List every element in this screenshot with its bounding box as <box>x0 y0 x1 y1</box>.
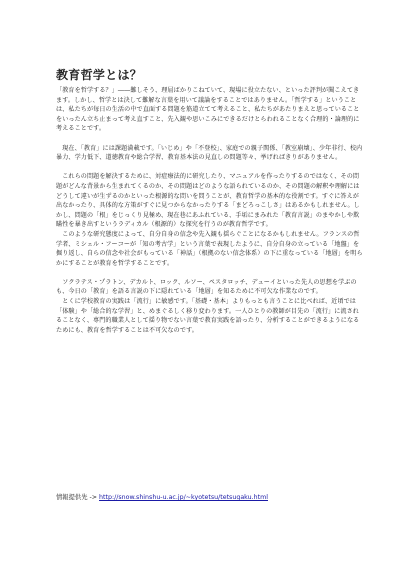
paragraph-4: このような研究態度によって、自分自身の信念や先入観も揺らぐことになるかもしれません。フランスの哲学者、ミシェル・フーコーが「知の考古学」という言葉で表現したように、自分自身の立っている「地盤」を掘り返し、自らの信念や社会がもっている「神話」（根拠のない信念体系）の下に重なっている「地層」を明らかにすることが教育を哲学することです。 <box>56 230 363 267</box>
paragraph-5: ソクラテス・プラトン、デカルト、ロック、ルソー、ペスタロッチ、デューイといった先人の思想を学ぶのも、今日の「教育」を語る言説の下に隠れている「地層」を知るために不可欠な作業なのです。 <box>56 278 357 296</box>
article-body <box>56 86 364 345</box>
paragraph-1: 「教育を哲学する？」――難しそう、理屈ばかりこねていて、現場に役立たない、といった評判が聞こえてきます。しかし、哲学とは決して難解な言葉を用いて議論をすることではありません。「哲学する」ということは、私たちが毎日の生活の中で直面する問題を筋道立てて考えること、私たちがあたりまえと思っていることをいったん立ち止まって考え直すこと、先入観や思いこみにできるだけとらわれることなく合理的・論理的に考えることです。 <box>56 87 360 133</box>
page-title: 教育哲学とは？ <box>56 68 143 82</box>
source-line <box>56 493 268 502</box>
paragraph-6: とくに学校教育の実践は「流行」に敏感です。「基礎・基本」よりもっとも言うことに比べれば、近頃では「体験」や「総合的な学習」と、めまぐるしく移り変わります。一人ひとりの教師が目先の「流行」に流されることなく、専門的職業人として揺り物でない言葉で教育実践を語ったり、分析することができるようになるためにも、教育を哲学することは不可欠なのです。 <box>56 298 360 334</box>
paragraph-2: 現在、「教育」には課題満載です。「いじめ」や「不登校」、家庭での親子関係、「教室崩壊」、少年非行、校内暴力、学力低下、道徳教育や総合学習、教育基本法の見直しの問題等々、挙げればきりがありません。 <box>56 144 363 162</box>
source-link[interactable]: http://snow.shinshu-u.ac.jp/~kyotetsu/tetsugaku.html <box>99 494 268 501</box>
source-label: 情報提供先 -> <box>56 494 100 501</box>
paragraph-3: これらの問題を解決するために、対症療法的に研究したり、マニュアルを作ったりするのではなく、その問題がどんな背景から生まれてくるのか、その問題はどのような語られているのか、その問題の解釈や理解にはどうして違いが生ずるのかといった根源的な問いを問うことが、教育哲学の基本的な役割です。すぐに答えが出なかったり、具体的な方策がすぐに見つからなかったりする「まどろっこしさ」はあるかもしれません。しかし、問題の「根」をじっくり見極め、現在巷にあふれている、手垢にまみれた「教育言説」のまやかしや欺瞞性を暴き出すというラディカル（根源的）な探究を行うのが教育哲学です。 <box>56 173 360 229</box>
